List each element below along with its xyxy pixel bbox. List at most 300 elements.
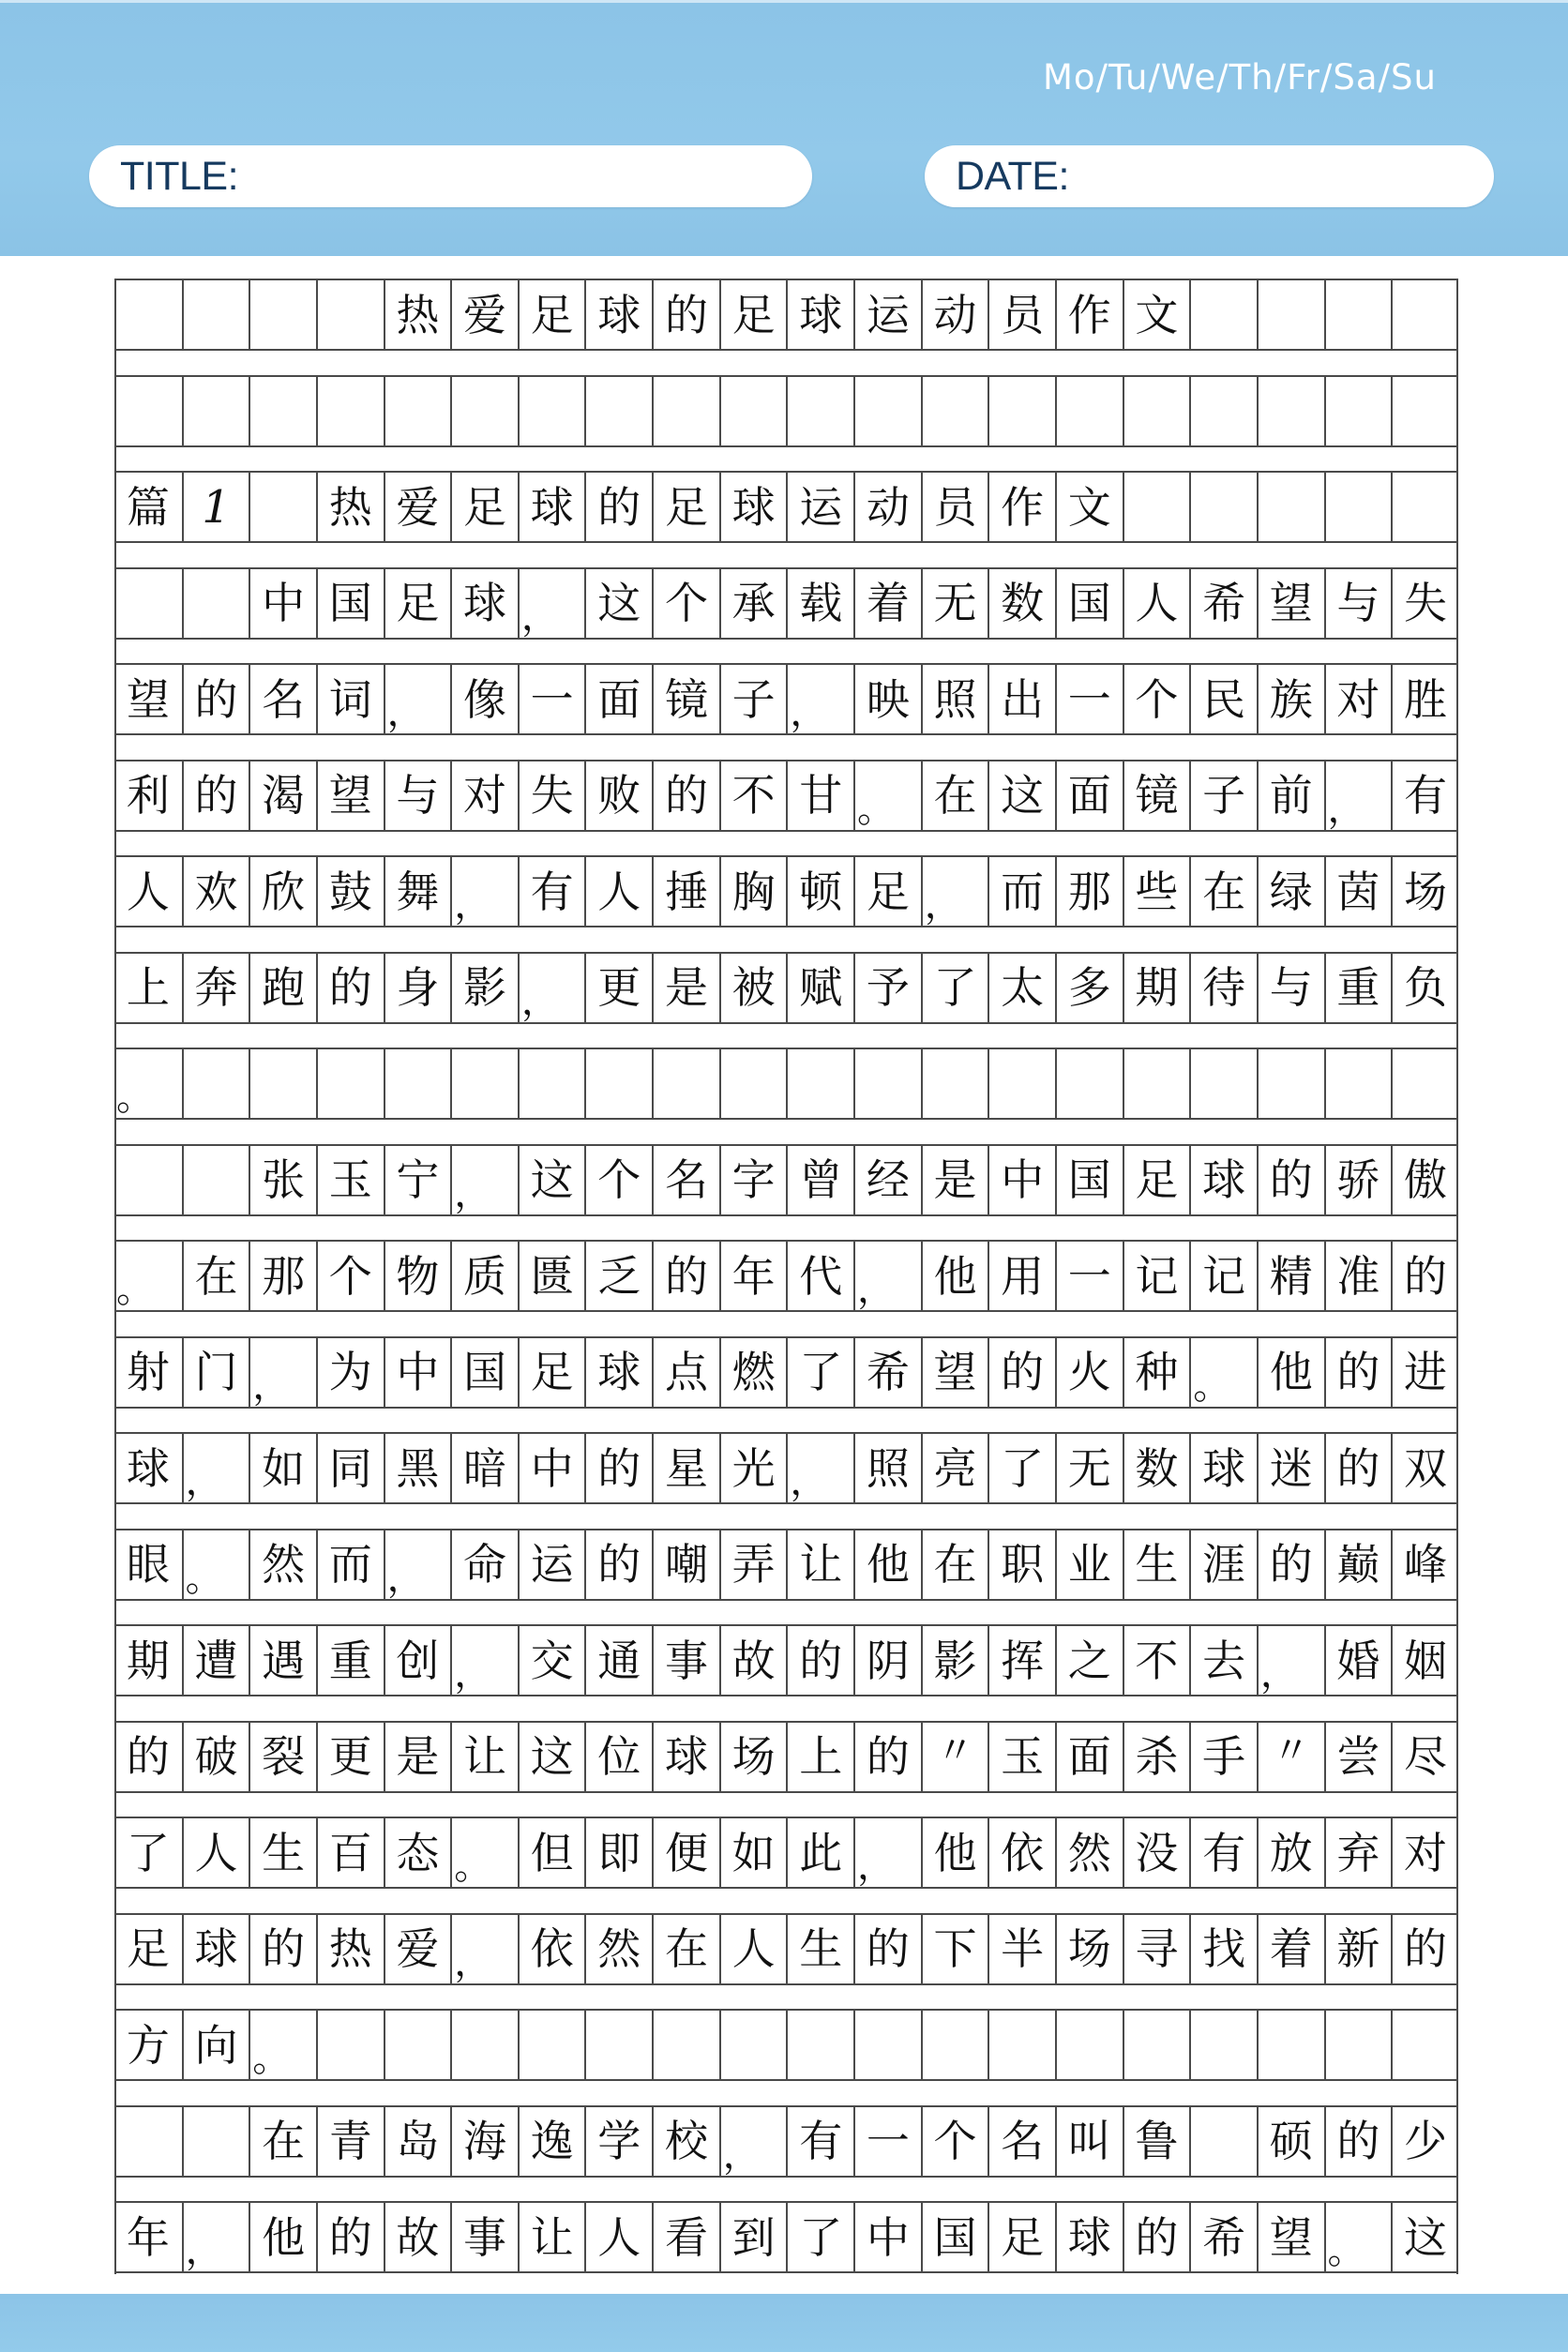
header-band <box>0 0 1568 256</box>
grid-cell: 去 <box>1189 1626 1257 1695</box>
grid-cell: 个 <box>1123 665 1190 733</box>
grid-cell: 创 <box>384 1626 451 1695</box>
grid-cell: 业 <box>1055 1530 1123 1599</box>
grid-cell <box>1391 1049 1458 1118</box>
grid-cell: 人 <box>1123 569 1190 638</box>
grid-cell: 的 <box>652 280 719 349</box>
grid-cell <box>1324 280 1392 349</box>
grid-cell: 是 <box>384 1723 451 1791</box>
grid-cell: 影 <box>450 954 518 1022</box>
grid-cell <box>384 1049 451 1118</box>
grid-cell: 放 <box>1257 1818 1324 1887</box>
grid-cell: 胜 <box>1391 665 1458 733</box>
grid-cell: ， <box>182 1434 249 1502</box>
title-input[interactable] <box>248 152 784 201</box>
grid-cell: 眼 <box>126 1539 170 1590</box>
grid-cell <box>1055 377 1123 445</box>
grid-cell: 字 <box>719 1146 787 1214</box>
grid-cell: 爱 <box>450 280 518 349</box>
grid-cell: 捶 <box>652 857 719 926</box>
grid-cell: 的 <box>584 473 652 541</box>
grid-cell: 那 <box>249 1242 316 1310</box>
grid-row <box>114 1144 1458 1216</box>
grid-cell: 欣 <box>249 857 316 926</box>
grid-cell <box>518 1049 585 1118</box>
grid-cell <box>1189 2107 1257 2176</box>
grid-cell: ， <box>719 2107 787 2176</box>
grid-cell: 点 <box>652 1338 719 1407</box>
grid-cell: 经 <box>853 1146 921 1214</box>
grid-cell: 映 <box>853 665 921 733</box>
grid-cell: 婚 <box>1324 1626 1392 1695</box>
grid-cell: 年 <box>126 2211 170 2263</box>
grid-cell <box>114 1146 182 1214</box>
grid-cell: 光 <box>719 1434 787 1502</box>
grid-cell <box>1123 2011 1190 2079</box>
grid-cell <box>1189 473 1257 541</box>
grid-cell: 胸 <box>719 857 787 926</box>
grid-cell <box>518 2011 585 2079</box>
grid-cell: 。 <box>1189 1338 1257 1407</box>
grid-cell: ， <box>853 1818 921 1887</box>
grid-cell: 中 <box>853 2203 921 2271</box>
grid-cell: 跑 <box>249 954 316 1022</box>
grid-cell <box>1055 2011 1123 2079</box>
grid-cell: 质 <box>450 1242 518 1310</box>
grid-cell: 此 <box>786 1818 853 1887</box>
grid-cell: 渴 <box>249 761 316 830</box>
grid-cell: 球 <box>1055 2203 1123 2271</box>
grid-cell: 场 <box>1055 1915 1123 1983</box>
grid-cell: 了 <box>126 1827 170 1878</box>
grid-cell: 足 <box>518 1338 585 1407</box>
grid-cell: 他 <box>1257 1338 1324 1407</box>
grid-cell: 峰 <box>1391 1530 1458 1599</box>
grid-cell: 百 <box>316 1818 384 1887</box>
grid-cell: ， <box>384 665 451 733</box>
grid-cell: 名 <box>652 1146 719 1214</box>
date-field[interactable] <box>925 145 1494 207</box>
grid-cell: 尝 <box>1324 1723 1392 1791</box>
grid-cell: 国 <box>921 2203 988 2271</box>
grid-cell: 国 <box>1055 1146 1123 1214</box>
grid-cell: 半 <box>988 1915 1055 1983</box>
grid-cell: 弄 <box>719 1530 787 1599</box>
grid-cell <box>786 2011 853 2079</box>
grid-cell: 门 <box>182 1338 249 1407</box>
grid-cell <box>853 377 921 445</box>
grid-cell: 中 <box>518 1434 585 1502</box>
grid-cell: 他 <box>921 1818 988 1887</box>
grid-cell <box>1123 377 1190 445</box>
grid-cell: 是 <box>921 1146 988 1214</box>
grid-cell: 无 <box>1055 1434 1123 1502</box>
grid-cell: 的 <box>584 1434 652 1502</box>
grid-cell: 手 <box>1189 1723 1257 1791</box>
grid-cell: 词 <box>316 665 384 733</box>
grid-cell: 依 <box>988 1818 1055 1887</box>
grid-cell: 阴 <box>853 1626 921 1695</box>
grid-cell: 的 <box>249 1915 316 1983</box>
grid-cell <box>1257 2011 1324 2079</box>
grid-cell <box>1257 473 1324 541</box>
grid-cell: 种 <box>1123 1338 1190 1407</box>
grid-cell: 人 <box>584 2203 652 2271</box>
grid-cell: 足 <box>126 1923 170 1974</box>
grid-cell: 下 <box>921 1915 988 1983</box>
grid-cell: 热 <box>316 1915 384 1983</box>
grid-cell: 宁 <box>384 1146 451 1214</box>
date-label: DATE: <box>956 153 1069 199</box>
grid-cell: 个 <box>584 1146 652 1214</box>
grid-cell: 生 <box>1123 1530 1190 1599</box>
grid-cell: 生 <box>249 1818 316 1887</box>
grid-cell: 望 <box>316 761 384 830</box>
grid-cell: 然 <box>1055 1818 1123 1887</box>
grid-cell: 然 <box>249 1530 316 1599</box>
grid-cell: 作 <box>1055 280 1123 349</box>
grid-cell: 是 <box>652 954 719 1022</box>
grid-cell: 希 <box>853 1338 921 1407</box>
grid-cell: 乏 <box>584 1242 652 1310</box>
grid-cell: 与 <box>1324 569 1392 638</box>
grid-cell: 精 <box>1257 1242 1324 1310</box>
grid-cell: 期 <box>1123 954 1190 1022</box>
grid-cell <box>988 377 1055 445</box>
grid-cell <box>584 2011 652 2079</box>
grid-cell: 同 <box>316 1434 384 1502</box>
grid-cell: 嘲 <box>652 1530 719 1599</box>
grid-cell: ， <box>921 857 988 926</box>
grid-cell: 族 <box>1257 665 1324 733</box>
grid-cell: 他 <box>249 2203 316 2271</box>
grid-cell <box>1324 377 1392 445</box>
grid-row <box>114 855 1458 927</box>
grid-cell: 。 <box>116 1268 154 1311</box>
grid-cell: 命 <box>450 1530 518 1599</box>
grid-row <box>114 1624 1458 1696</box>
weekday-selector-label: Mo/Tu/We/Th/Fr/Sa/Su <box>1043 57 1437 98</box>
grid-row <box>114 1048 1458 1120</box>
grid-cell <box>249 1049 316 1118</box>
grid-cell <box>182 377 249 445</box>
grid-cell: 这 <box>518 1723 585 1791</box>
grid-cell: 姻 <box>1391 1626 1458 1695</box>
grid-cell: 的 <box>786 1626 853 1695</box>
grid-cell: 张 <box>249 1146 316 1214</box>
grid-cell: 身 <box>384 954 451 1022</box>
grid-cell: 足 <box>719 280 787 349</box>
grid-cell <box>1189 1049 1257 1118</box>
grid-cell: 少 <box>1391 2107 1458 2176</box>
grid-cell: 。 <box>1324 2203 1392 2271</box>
grid-cell: 了 <box>786 2203 853 2271</box>
grid-cell: 载 <box>786 569 853 638</box>
grid-cell <box>1324 1049 1392 1118</box>
grid-cell: 态 <box>384 1818 451 1887</box>
grid-cell: 的 <box>1257 1530 1324 1599</box>
grid-cell: 鲁 <box>1123 2107 1190 2176</box>
grid-cell: 前 <box>1257 761 1324 830</box>
grid-cell: 足 <box>988 2203 1055 2271</box>
grid-cell: ， <box>518 569 585 638</box>
grid-cell: 球 <box>652 1723 719 1791</box>
grid-cell: 镜 <box>652 665 719 733</box>
grid-cell: 败 <box>584 761 652 830</box>
grid-cell <box>988 2011 1055 2079</box>
grid-cell: 奔 <box>182 954 249 1022</box>
grid-cell: 运 <box>786 473 853 541</box>
grid-cell: 1 <box>182 473 249 541</box>
grid-cell <box>584 1049 652 1118</box>
grid-row <box>114 375 1458 447</box>
grid-cell <box>182 1049 249 1118</box>
grid-cell: 国 <box>450 1338 518 1407</box>
grid-cell <box>182 2107 249 2176</box>
grid-cell: 一 <box>1055 665 1123 733</box>
grid-cell: 到 <box>719 2203 787 2271</box>
grid-cell: 〃 <box>921 1723 988 1791</box>
grid-cell: 裂 <box>249 1723 316 1791</box>
grid-cell <box>584 377 652 445</box>
grid-cell: 顿 <box>786 857 853 926</box>
grid-cell: 挥 <box>988 1626 1055 1695</box>
grid-cell <box>1391 377 1458 445</box>
grid-row <box>114 471 1458 543</box>
title-field[interactable] <box>89 145 812 207</box>
grid-cell: 新 <box>1324 1915 1392 1983</box>
grid-row <box>114 1432 1458 1504</box>
grid-cell: 进 <box>1391 1338 1458 1407</box>
grid-cell: 火 <box>1055 1338 1123 1407</box>
grid-cell <box>182 280 249 349</box>
grid-cell: 的 <box>316 954 384 1022</box>
grid-cell <box>1257 1049 1324 1118</box>
grid-cell: 逸 <box>518 2107 585 2176</box>
grid-cell: 年 <box>719 1242 787 1310</box>
grid-cell: 被 <box>719 954 787 1022</box>
grid-cell: 星 <box>652 1434 719 1502</box>
grid-cell: 更 <box>316 1723 384 1791</box>
grid-cell: 太 <box>988 954 1055 1022</box>
grid-cell: 重 <box>1324 954 1392 1022</box>
grid-cell: 个 <box>921 2107 988 2176</box>
grid-cell: 的 <box>126 1731 170 1782</box>
grid-cell: 骄 <box>1324 1146 1392 1214</box>
grid-cell: 绿 <box>1257 857 1324 926</box>
footer-band <box>0 2294 1568 2352</box>
grid-cell: 为 <box>316 1338 384 1407</box>
grid-cell: 了 <box>921 954 988 1022</box>
grid-cell: 燃 <box>719 1338 787 1407</box>
grid-cell: 但 <box>518 1818 585 1887</box>
grid-cell: 对 <box>1391 1818 1458 1887</box>
grid-cell: 便 <box>652 1818 719 1887</box>
grid-row <box>114 760 1458 832</box>
grid-cell: 这 <box>584 569 652 638</box>
grid-cell: 影 <box>921 1626 988 1695</box>
grid-cell <box>652 1049 719 1118</box>
grid-cell <box>316 1049 384 1118</box>
grid-row <box>114 567 1458 640</box>
grid-cell: 的 <box>652 761 719 830</box>
grid-cell: 向 <box>182 2011 249 2079</box>
grid-cell: 巅 <box>1324 1530 1392 1599</box>
grid-cell: 名 <box>249 665 316 733</box>
grid-cell <box>921 1049 988 1118</box>
grid-cell: 。 <box>182 1530 249 1599</box>
grid-cell: 让 <box>786 1530 853 1599</box>
grid-cell: 如 <box>719 1818 787 1887</box>
grid-cell <box>1324 473 1392 541</box>
grid-cell: 硕 <box>1257 2107 1324 2176</box>
grid-cell: 〃 <box>1257 1723 1324 1791</box>
grid-cell: 像 <box>450 665 518 733</box>
grid-cell: 亮 <box>921 1434 988 1502</box>
grid-cell: 人 <box>584 857 652 926</box>
grid-cell <box>921 377 988 445</box>
grid-cell: 事 <box>450 2203 518 2271</box>
grid-cell <box>1391 473 1458 541</box>
grid-cell: 的 <box>182 761 249 830</box>
grid-cell: 不 <box>719 761 787 830</box>
grid-cell: 事 <box>652 1626 719 1695</box>
grid-cell: 杀 <box>1123 1723 1190 1791</box>
grid-cell: 望 <box>1257 2203 1324 2271</box>
grid-cell <box>1257 377 1324 445</box>
grid-row <box>114 1721 1458 1793</box>
grid-cell: 的 <box>988 1338 1055 1407</box>
grid-cell: 子 <box>719 665 787 733</box>
grid-cell: 人 <box>719 1915 787 1983</box>
grid-cell <box>450 2011 518 2079</box>
grid-cell: 的 <box>1324 1338 1392 1407</box>
grid-cell: 人 <box>126 866 170 917</box>
grid-row <box>114 279 1458 351</box>
grid-cell: 面 <box>1055 1723 1123 1791</box>
grid-cell: 。 <box>116 1076 154 1119</box>
grid-cell <box>988 1049 1055 1118</box>
grid-cell: 一 <box>853 2107 921 2176</box>
grid-cell: 动 <box>853 473 921 541</box>
grid-cell: 一 <box>518 665 585 733</box>
grid-cell: ， <box>1257 1626 1324 1695</box>
grid-cell: 中 <box>988 1146 1055 1214</box>
grid-cell: 多 <box>1055 954 1123 1022</box>
grid-cell: ， <box>786 665 853 733</box>
grid-cell: 的 <box>853 1723 921 1791</box>
grid-cell: 海 <box>450 2107 518 2176</box>
grid-cell: 代 <box>786 1242 853 1310</box>
grid-cell: 交 <box>518 1626 585 1695</box>
grid-cell: 人 <box>182 1818 249 1887</box>
grid-cell: 曾 <box>786 1146 853 1214</box>
grid-cell: 场 <box>1391 857 1458 926</box>
grid-cell: 球 <box>450 569 518 638</box>
grid-cell: 在 <box>249 2107 316 2176</box>
grid-cell: 方 <box>126 2019 170 2071</box>
grid-cell: 这 <box>518 1146 585 1214</box>
date-input[interactable] <box>1078 152 1466 201</box>
grid-cell <box>921 2011 988 2079</box>
grid-cell: 球 <box>786 280 853 349</box>
grid-cell: 茵 <box>1324 857 1392 926</box>
grid-cell: 之 <box>1055 1626 1123 1695</box>
writing-grid <box>114 279 1458 2274</box>
grid-cell: 欢 <box>182 857 249 926</box>
grid-cell: 而 <box>316 1530 384 1599</box>
grid-cell: 面 <box>584 665 652 733</box>
grid-cell: 在 <box>921 761 988 830</box>
grid-cell: 镜 <box>1123 761 1190 830</box>
grid-cell: 有 <box>1391 761 1458 830</box>
grid-cell <box>1189 2011 1257 2079</box>
grid-cell <box>719 2011 787 2079</box>
grid-cell: 遇 <box>249 1626 316 1695</box>
grid-cell: 数 <box>1123 1434 1190 1502</box>
grid-cell: 然 <box>584 1915 652 1983</box>
grid-cell: 承 <box>719 569 787 638</box>
grid-cell: 。 <box>249 2011 316 2079</box>
grid-cell: ， <box>384 1530 451 1599</box>
grid-cell: 在 <box>1189 857 1257 926</box>
grid-cell: 叫 <box>1055 2107 1123 2176</box>
grid-cell: 着 <box>1257 1915 1324 1983</box>
grid-cell: 与 <box>384 761 451 830</box>
grid-cell: 寻 <box>1123 1915 1190 1983</box>
grid-cell: 数 <box>988 569 1055 638</box>
grid-cell: 让 <box>450 1723 518 1791</box>
grid-row <box>114 2201 1458 2273</box>
grid-cell: 位 <box>584 1723 652 1791</box>
grid-cell <box>114 569 182 638</box>
grid-cell: 球 <box>584 280 652 349</box>
grid-cell: 了 <box>988 1434 1055 1502</box>
grid-cell: ， <box>786 1434 853 1502</box>
grid-cell: 个 <box>652 569 719 638</box>
grid-cell: 暗 <box>450 1434 518 1502</box>
grid-cell <box>1391 280 1458 349</box>
grid-cell: 没 <box>1123 1818 1190 1887</box>
grid-cell <box>719 377 787 445</box>
grid-cell: 一 <box>1055 1242 1123 1310</box>
grid-cell: 这 <box>1391 2203 1458 2271</box>
grid-cell: 希 <box>1189 569 1257 638</box>
grid-cell: 出 <box>988 665 1055 733</box>
grid-cell: 依 <box>518 1915 585 1983</box>
grid-cell: 校 <box>652 2107 719 2176</box>
grid-cell: 足 <box>853 857 921 926</box>
grid-cell <box>1055 1049 1123 1118</box>
grid-cell <box>1189 280 1257 349</box>
grid-cell: 学 <box>584 2107 652 2176</box>
grid-cell: 玉 <box>316 1146 384 1214</box>
grid-cell <box>1123 1049 1190 1118</box>
grid-cell: 与 <box>1257 954 1324 1022</box>
grid-cell: 中 <box>384 1338 451 1407</box>
grid-cell: 。 <box>853 761 921 830</box>
grid-cell: 些 <box>1123 857 1190 926</box>
grid-cell: 球 <box>584 1338 652 1407</box>
grid-cell: 故 <box>384 2203 451 2271</box>
grid-cell: 足 <box>1123 1146 1190 1214</box>
grid-cell: 足 <box>518 280 585 349</box>
grid-cell: 这 <box>988 761 1055 830</box>
grid-cell <box>114 280 182 349</box>
grid-cell: 玉 <box>988 1723 1055 1791</box>
grid-cell <box>384 2011 451 2079</box>
grid-cell <box>1257 280 1324 349</box>
